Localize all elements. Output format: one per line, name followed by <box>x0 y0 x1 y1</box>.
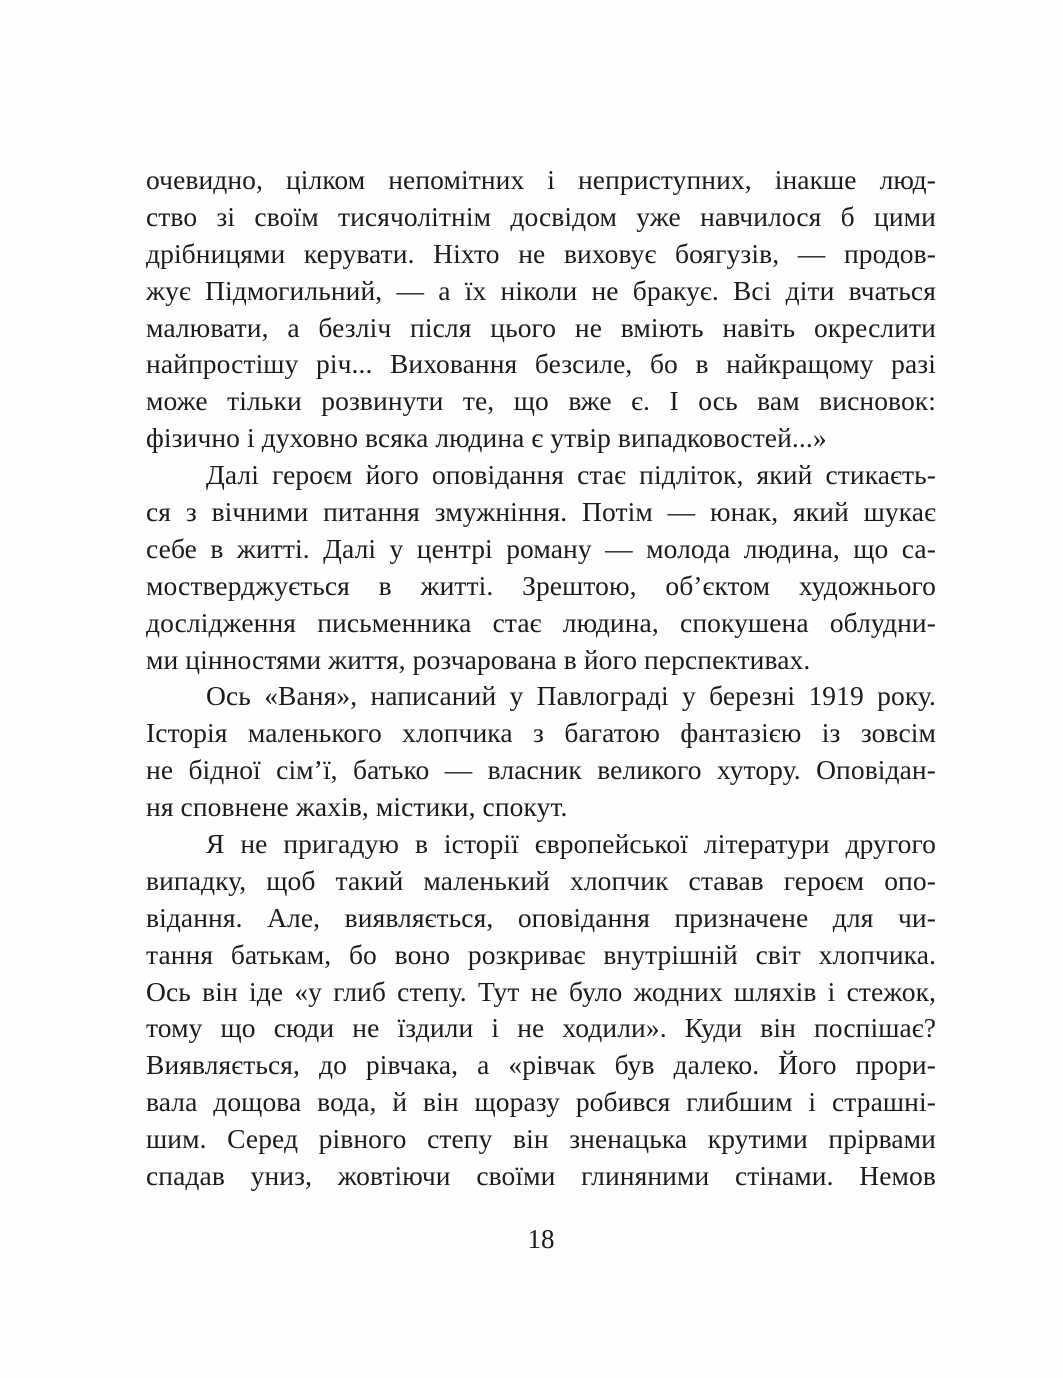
text-line: шим. Серед рівного степу він зненацька крутими прірвами <box>146 1123 936 1155</box>
body-text <box>146 162 936 1195</box>
text-line: відання. Але, виявляється, оповідання призначене для чи- <box>146 901 936 933</box>
text-line: очевидно, цілком непомітних і неприступних, інакше люд- <box>146 164 936 195</box>
text-line: Виявляється, до рівчака, а «рівчак був далеко. Його прори- <box>146 1049 936 1081</box>
text-line: Історія маленького хлопчика з багатою фантазією із зовсім <box>146 717 936 749</box>
text-line: малювати, а безліч після цього не вміють навіть окреслити <box>146 311 936 343</box>
text-line: себе в житті. Далі у центрі роману — молода людина, що са- <box>146 532 936 564</box>
text-line: жує Підмогильний, — а їх ніколи не бракує. Всі діти вчаться <box>146 274 936 306</box>
paragraph-last-line: ми цінностями життя, розчарована в його перспективах. <box>146 643 811 675</box>
text-line: дослідження письменника стає людина, спокушена облудни- <box>146 606 936 638</box>
paragraph-last-line: ня сповнене жахів, містики, спокут. <box>146 791 568 823</box>
text-line: найпростішу річ... Виховання безсиле, бо в найкращому разі <box>146 348 936 380</box>
paragraph-first-line: Ось «Ваня», написаний у Павлограді у березні 1919 року. <box>206 680 936 712</box>
text-line: випадку, щоб такий маленький хлопчик ставав героєм опо- <box>146 864 936 896</box>
text-line: мостверджується в житті. Зрештою, об’єктом художнього <box>146 569 936 601</box>
paragraph-last-line: фізично і духовно всяка людина є утвір випадковостей...» <box>146 422 827 454</box>
text-line: спадав униз, жовтіючи своїми глиняними стінами. Немов <box>146 1160 936 1192</box>
paragraph-first-line: Далі героєм його оповідання стає підліток, який стикаєть- <box>206 459 936 491</box>
text-line: тому що сюди не їздили і не ходили». Куди він поспішає? <box>146 1012 936 1044</box>
text-line: тання батькам, бо воно розкриває внутрішній світ хлопчика. <box>146 938 936 970</box>
page-number: 18 <box>527 1224 555 1254</box>
text-line: Ось він іде «у глиб степу. Тут не було жодних шляхів і стежок, <box>146 975 936 1007</box>
text-line: ся з вічними питання змужніння. Потім — юнак, який шукає <box>146 496 936 528</box>
text-line: може тільки розвинути те, що вже є. І ось вам висновок: <box>146 385 936 417</box>
text-line: не бідної сім’ї, батько — власник великого хутору. Оповідан- <box>146 754 936 786</box>
text-line: вала дощова вода, й він щоразу робився глибшим і страшні- <box>146 1086 936 1118</box>
paragraph-first-line: Я не пригадую в історії європейської літератури другого <box>206 828 936 860</box>
text-line: дрібницями керувати. Ніхто не виховує боягузів, — продов- <box>146 237 936 269</box>
text-line: ство зі своїм тисячолітнім досвідом уже навчилося б цими <box>146 200 936 232</box>
